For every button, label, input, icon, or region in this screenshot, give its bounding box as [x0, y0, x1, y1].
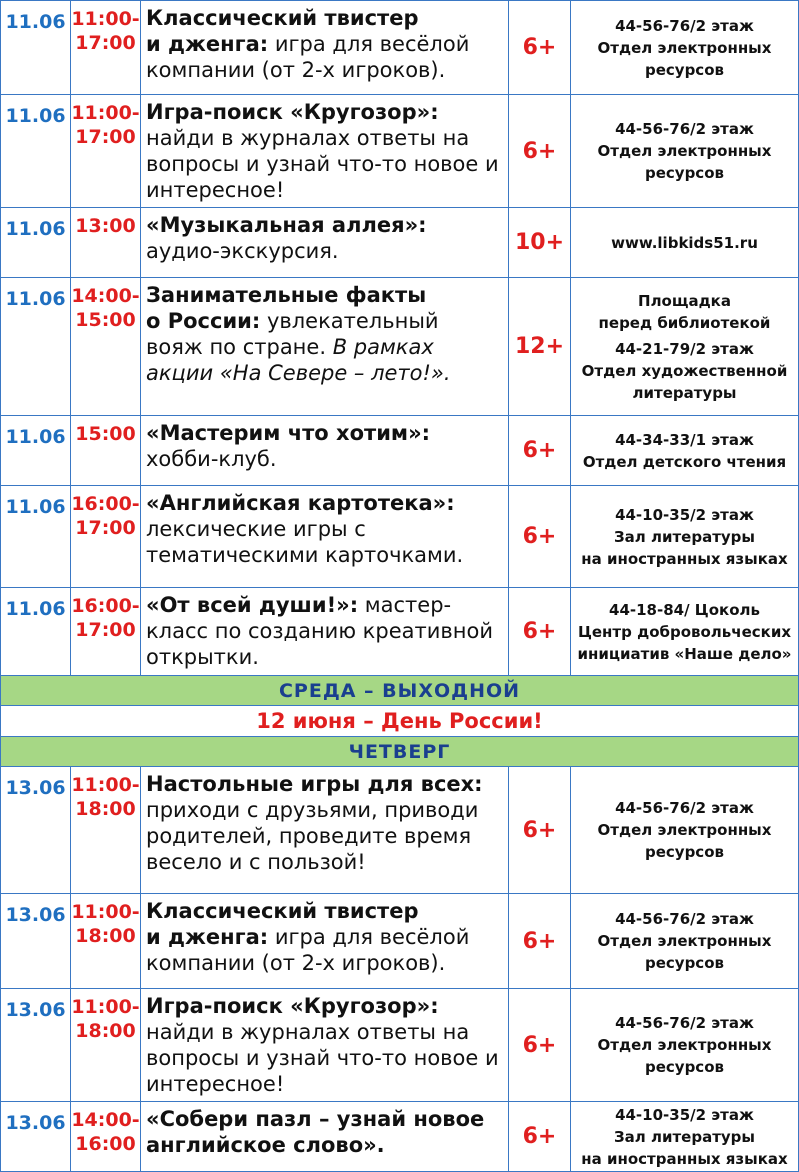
- event-location: [571, 416, 799, 486]
- event-time: [71, 1102, 141, 1172]
- age-rating: 12+: [509, 278, 571, 416]
- event-time: [71, 989, 141, 1102]
- location-line: Отдел художественной: [581, 361, 788, 380]
- event-description: [141, 278, 509, 416]
- event-time: [71, 486, 141, 588]
- event-description: [141, 894, 509, 989]
- age-rating: 6+: [509, 989, 571, 1102]
- age-rating: 6+: [509, 486, 571, 588]
- event-date: 11.06: [1, 278, 71, 416]
- event-location: [571, 208, 799, 278]
- event-row: [1, 416, 799, 486]
- location-line: Зал литературы: [614, 527, 755, 546]
- schedule-block-tuesday: [1, 1, 799, 676]
- location-line: инициатив «Наше дело»: [577, 644, 792, 663]
- location-line: 44-56-76/2 этаж: [615, 16, 754, 35]
- location-line: Центр добровольческих: [577, 622, 792, 641]
- event-details: аудио-экскурсия.: [146, 239, 339, 263]
- event-date: 11.06: [1, 208, 71, 278]
- event-time: [71, 1, 141, 95]
- event-time: [71, 95, 141, 208]
- location-line: 44-56-76/2 этаж: [615, 1014, 754, 1032]
- location-line: Отдел электронных: [597, 142, 772, 160]
- event-title: Занимательные факты о России:: [146, 283, 427, 333]
- event-title: «Собери пазл – узнай новое английское слово».: [146, 1107, 485, 1157]
- location-line: Отдел электронных: [597, 1036, 772, 1054]
- location-line: на иностранных языках: [581, 549, 788, 568]
- location-line: ресурсов: [644, 60, 724, 79]
- location-line: на иностранных языках: [581, 1149, 788, 1168]
- location-line: ресурсов: [644, 843, 724, 861]
- russia-day-banner: 12 июня – День России!: [1, 706, 799, 737]
- age-rating: 6+: [509, 1, 571, 95]
- location-line: Отдел электронных: [597, 932, 772, 950]
- event-row: [1, 767, 799, 894]
- location-line: ресурсов: [644, 164, 724, 182]
- location-line: Отдел электронных: [597, 821, 772, 839]
- location-line: Отдел детского чтения: [582, 452, 787, 471]
- event-time: [71, 894, 141, 989]
- event-details: хобби-клуб.: [146, 447, 277, 471]
- event-time-text: 16:00- 17:00: [71, 595, 140, 641]
- event-row: [1, 486, 799, 588]
- event-row: [1, 588, 799, 676]
- event-description: [141, 989, 509, 1102]
- event-time: [71, 208, 141, 278]
- event-row: [1, 208, 799, 278]
- event-row: [1, 989, 799, 1102]
- event-time: [71, 416, 141, 486]
- event-time: [71, 278, 141, 416]
- event-date: 13.06: [1, 894, 71, 989]
- event-location: [571, 894, 799, 989]
- event-description: [141, 95, 509, 208]
- location-line: 44-56-76/2 этаж: [615, 120, 754, 138]
- event-date: 11.06: [1, 95, 71, 208]
- event-title: Классический твистер и дженга:: [146, 899, 419, 949]
- event-time-text: 13:00: [75, 215, 136, 237]
- event-time-text: 11:00- 17:00: [71, 8, 140, 54]
- event-details: увлекательный вояж по стране.: [146, 309, 439, 359]
- event-row: [1, 1102, 799, 1172]
- event-location: [571, 95, 799, 208]
- event-date: 13.06: [1, 767, 71, 894]
- event-time: [71, 588, 141, 676]
- event-description: [141, 208, 509, 278]
- event-details: найди в журналах ответы на вопросы и узнай что-то новое и интересное!: [146, 1020, 499, 1096]
- event-description: [141, 1102, 509, 1172]
- event-location: [571, 767, 799, 894]
- event-title: «Музыкальная аллея»:: [146, 213, 427, 237]
- event-details: лексические игры с тематическими карточками.: [146, 517, 464, 567]
- event-note: В рамках акции «На Севере – лето!».: [146, 335, 451, 385]
- location-line: Площадка: [638, 291, 731, 310]
- event-title: «Мастерим что хотим»:: [146, 421, 431, 445]
- event-location: [571, 486, 799, 588]
- event-time-text: 14:00- 15:00: [71, 285, 140, 331]
- event-description: [141, 767, 509, 894]
- location-line: Отдел электронных: [597, 38, 772, 57]
- event-date: 11.06: [1, 416, 71, 486]
- event-date: 13.06: [1, 1102, 71, 1172]
- age-rating: 6+: [509, 894, 571, 989]
- schedule-banners: [1, 676, 799, 767]
- event-location: [571, 989, 799, 1102]
- banner-row-wednesday: [1, 676, 799, 706]
- event-row: [1, 1, 799, 95]
- location-line: 44-56-76/2 этаж: [615, 910, 754, 928]
- event-title: Игра-поиск «Кругозор»:: [146, 100, 439, 124]
- event-title: Классический твистер и дженга:: [146, 6, 419, 56]
- event-title: Настольные игры для всех:: [146, 772, 483, 796]
- event-time-text: 16:00- 17:00: [71, 493, 140, 539]
- event-row: [1, 894, 799, 989]
- event-time: [71, 767, 141, 894]
- location-line: 44-21-79/2 этаж: [615, 339, 754, 358]
- banner-row-holiday: [1, 706, 799, 737]
- age-rating: 6+: [509, 416, 571, 486]
- event-title: «От всей души!»:: [146, 593, 359, 617]
- location-line: перед библиотекой: [598, 313, 771, 332]
- event-details: приходи с друзьями, приводи родителей, проведите время весело и с пользой!: [146, 798, 479, 874]
- event-details: мастер-класс по созданию креативной открытки.: [146, 593, 493, 669]
- event-row: [1, 278, 799, 416]
- location-line: литературы: [632, 383, 737, 402]
- location-line: www.libkids51.ru: [611, 233, 758, 252]
- age-rating: 6+: [509, 767, 571, 894]
- location-line: ресурсов: [644, 1058, 724, 1076]
- event-date: 13.06: [1, 989, 71, 1102]
- wednesday-off-banner: СРЕДА – ВЫХОДНОЙ: [1, 676, 799, 706]
- event-location: [571, 1102, 799, 1172]
- event-details: найди в журналах ответы на вопросы и узнай что-то новое и интересное!: [146, 126, 499, 202]
- event-location: [571, 278, 799, 416]
- event-description: [141, 588, 509, 676]
- event-time-text: 11:00- 17:00: [71, 102, 140, 148]
- location-line: 44-34-33/1 этаж: [615, 430, 754, 449]
- event-title: Игра-поиск «Кругозор»:: [146, 994, 439, 1018]
- location-line: ресурсов: [644, 954, 724, 972]
- event-time-text: 15:00: [75, 423, 136, 445]
- event-date: 11.06: [1, 588, 71, 676]
- age-rating: 6+: [509, 95, 571, 208]
- age-rating: 6+: [509, 1102, 571, 1172]
- event-time-text: 14:00- 16:00: [71, 1109, 140, 1155]
- event-date: 11.06: [1, 1, 71, 95]
- event-row: [1, 95, 799, 208]
- event-time-text: 11:00- 18:00: [71, 996, 140, 1042]
- location-line: 44-18-84/ Цоколь: [609, 600, 760, 619]
- event-location: [571, 1, 799, 95]
- event-location: [571, 588, 799, 676]
- location-line: 44-10-35/2 этаж: [615, 505, 754, 524]
- event-description: [141, 1, 509, 95]
- banner-row-thursday: [1, 737, 799, 767]
- event-description: [141, 416, 509, 486]
- event-title: «Английская картотека»:: [146, 491, 455, 515]
- location-line: Зал литературы: [614, 1127, 755, 1146]
- schedule-block-thursday: [1, 767, 799, 1172]
- age-rating: 6+: [509, 588, 571, 676]
- event-time-text: 11:00- 18:00: [71, 774, 140, 820]
- event-time-text: 11:00- 18:00: [71, 901, 140, 947]
- event-details: игра для весёлой компании (от 2-х игроков).: [146, 925, 470, 975]
- location-line: 44-56-76/2 этаж: [615, 799, 754, 817]
- thursday-banner: ЧЕТВЕРГ: [1, 737, 799, 767]
- event-date: 11.06: [1, 486, 71, 588]
- location-line: 44-10-35/2 этаж: [615, 1105, 754, 1124]
- age-rating: 10+: [509, 208, 571, 278]
- event-details: игра для весёлой компании (от 2-х игроков).: [146, 32, 470, 82]
- event-description: [141, 486, 509, 588]
